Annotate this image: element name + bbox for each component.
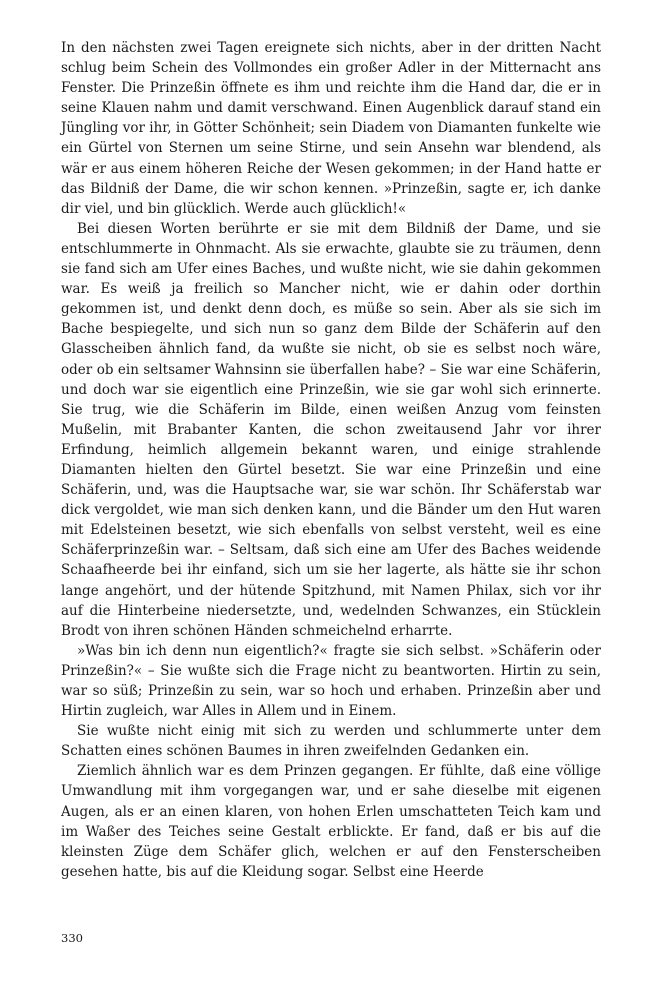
paragraph-2: Bei diesen Worten berührte er sie mit dem Bildniß der Dame, und sie entschlummerte in Ohnmacht. Als sie erwachte, glaubte sie zu träumen, denn sie fand sich am Ufer eines Baches, und wußte nicht, wie sie dahin gekommen war. Es weiß ja freilich so Mancher nicht, wie er dahin oder dorthin gekommen ist, und denkt denn doch, es müße so sein. Aber als sie sich im Bache bespiegelte, und sich nun so ganz dem Bilde der Schäferin auf den Glasscheiben ähnlich fand, da wußte sie nicht, ob sie es selbst noch wäre, oder ob ein seltsamer Wahnsinn sie überfallen habe? – Sie war eine Schäferin, und doch war sie eigentlich eine Prinzeßin, wie sie gar wohl sich erinnerte. Sie trug, wie die Schäferin im Bilde, einen weißen Anzug vom feinsten Mußelin, mit Brabanter Kanten, die schon zweitausend Jahr vor ihrer Erfindung, heimlich allgemein bekannt waren, und einige strahlende Diamanten hielten den Gürtel besetzt. Sie war eine Prinzeßin und eine Schäferin, und, was die Hauptsache war, sie war schön. Ihr Schäferstab war dick vergoldet, wie man sich denken kann, und die Bänder um den Hut waren mit Edelsteinen besetzt, wie sich ebenfalls von selbst versteht, weil es eine Schäferprinzeßin war. – Seltsam, daß sich eine am Ufer des Baches weidende Schaafheerde bei ihr einfand, sich um sie her lagerte, als hätte sie ihr schon lange angehört, und der hütende Spitzhund, mit Namen Philax, sich vor ihr auf die Hinterbeine niedersetzte, und, wedelnden Schwanzes, ein Stücklein Brodt von ihren schönen Händen schmeichelnd erharrte.	[61, 220, 601, 639]
paragraph-3: »Was bin ich denn nun eigentlich?« fragte sie sich selbst. »Schäferin oder Prinzeßin?« – Sie wußte sich die Frage nicht zu beantworten. Hirtin zu sein, war so süß; Prinzeßin zu sein, war so hoch und erhaben. Prinzeßin aber und Hirtin zugleich, war Alles in Allem und in Einem.	[61, 642, 601, 720]
page-number: 330	[61, 931, 83, 945]
paragraph-5: Ziemlich ähnlich war es dem Prinzen gegangen. Er fühlte, daß eine völlige Umwandlung mit ihm vorgegangen war, und er sahe dieselbe mit eigenen Augen, als er an einen klaren, von hohen Erlen umschatteten Teich kam und im Waßer des Teiches seine Gestalt erblickte. Er fand, daß er bis auf die kleinsten Züge dem Schäfer glich, welchen er auf den Fensterscheiben gesehen hatte, bis auf die Kleidung sogar. Selbst eine Heerde	[61, 763, 601, 880]
paragraph-4: Sie wußte nicht einig mit sich zu werden und schlummerte unter dem Schatten eines schönen Baumes in ihren zweifelnden Gedanken ein.	[61, 723, 601, 760]
page-body	[61, 38, 601, 882]
paragraph-1: In den nächsten zwei Tagen ereignete sich nichts, aber in der dritten Nacht schlug beim Schein des Vollmondes ein großer Adler in der Mitternacht ans Fenster. Die Prinzeßin öffnete es ihm und reichte ihm die Hand dar, die er in seine Klauen nahm und damit verschwand. Einen Augenblick darauf stand ein Jüngling vor ihr, in Götter Schönheit; sein Diadem von Diamanten funkelte wie ein Gürtel von Sternen um seine Stirne, und sein Ansehn war blendend, als wär er aus einem höheren Reiche der Wesen gekommen; in der Hand hatte er das Bildniß der Dame, die wir schon kennen. »Prinzeßin, sagte er, ich danke dir viel, und bin glücklich. Werde auch glücklich!«	[61, 40, 601, 217]
